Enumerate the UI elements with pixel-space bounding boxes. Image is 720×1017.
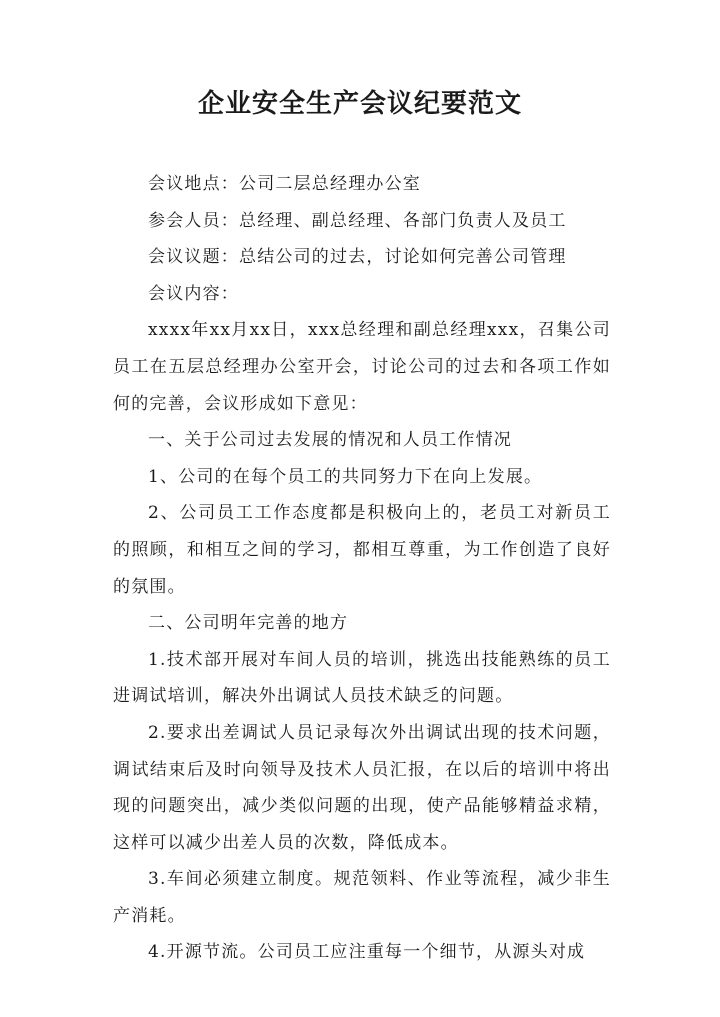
meeting-topic-line: 会议议题：总结公司的过去，讨论如何完善公司管理 [148,247,567,268]
section-1-item-2: 2、公司员工工作态度都是积极向上的，老员工对新员工的照顾，和相互之间的学习，都相互尊重，为工作创造了良好的氛围。 [113,503,611,597]
section-heading-2: 二、公司明年完善的地方 [148,613,349,634]
meeting-location-line: 会议地点：公司二层总经理办公室 [148,174,421,194]
meeting-content-label: 会议内容： [148,283,239,304]
section-2-item-1: 1.技术部开展对车间人员的培训，挑选出技能熟练的员工进调试培训，解决外出调试人员技术缺乏的问题。 [113,649,611,707]
section-2-item-3: 3.车间必须建立制度。规范领料、作业等流程，减少非生产消耗。 [113,869,611,926]
section-1-item-1: 1、公司的在每个员工的共同努力下在向上发展。 [148,466,543,487]
section-heading-1: 一、关于公司过去发展的情况和人员工作情况 [148,430,512,451]
section-2-item-4: 4.开源节流。公司员工应注重每一个细节，从源头对成 [148,942,586,963]
intro-paragraph: xxxx年xx月xx日，xxx总经理和副总经理xxx，召集公司员工在五层总经理办公室开会，讨论公司的过去和各项工作如何的完善，会议形成如下意见： [113,320,611,414]
document-title: 企业安全生产会议纪要范文 [197,89,522,119]
section-2-item-2: 2.要求出差调试人员记录每次外出调试出现的技术问题，调试结束后及时向领导及技术人员汇报，在以后的培训中将出现的问题突出，减少类似问题的出现，使产品能够精益求精，这样可以减少出差人员的次数，降低成本。 [113,722,611,853]
document-body [113,166,611,971]
attendees-line: 参会人员：总经理、副总经理、各部门负责人及员工 [148,210,567,231]
